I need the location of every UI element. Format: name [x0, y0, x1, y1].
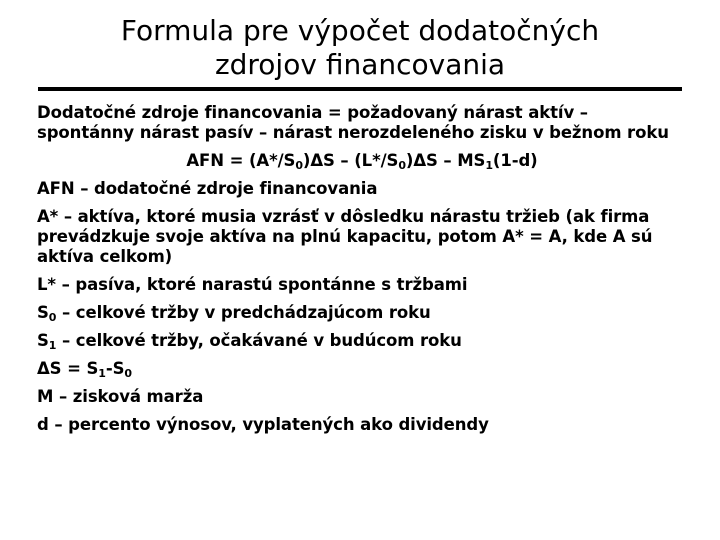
- s0-definition: [37, 303, 687, 323]
- a-star-definition: A* – aktíva, ktoré musia vzrásť v dôsledku nárastu tržieb (ak firma prevádzkuje svoje aktíva na plnú kapacitu, potom A* = A, kde A sú aktíva celkom): [37, 207, 653, 266]
- definition-text: Dodatočné zdroje financovania = požadovaný nárast aktív – spontánny nárast pasív – nárast nerozdeleného zisku v bežnom roku: [37, 103, 669, 142]
- slide-title: [40, 14, 680, 82]
- d-definition: d – percento výnosov, vyplatených ako dividendy: [37, 415, 489, 434]
- delta-s-definition: [37, 359, 687, 379]
- s0-subscript: 0: [48, 311, 57, 324]
- formula-part-2: )ΔS – (L*/S: [302, 151, 399, 170]
- formula-part-3: )ΔS – MS: [405, 151, 486, 170]
- title-line-2: zdrojov financovania: [214, 48, 506, 81]
- delta-s-sub-2: 0: [124, 367, 132, 380]
- s1-subscript: 1: [48, 339, 57, 352]
- s1-definition: [37, 331, 687, 351]
- delta-s-part-2: -S: [105, 359, 125, 378]
- slide-body: [37, 103, 687, 443]
- m-definition: M – zisková marža: [37, 387, 204, 406]
- formula-part-1: AFN = (A*/S: [186, 151, 296, 170]
- delta-s-sub-1: 1: [98, 367, 106, 380]
- formula-sub-1: 0: [295, 159, 303, 172]
- title-divider: [38, 87, 682, 91]
- delta-s-part-1: ΔS = S: [37, 359, 99, 378]
- formula-part-4: (1-d): [492, 151, 538, 170]
- s1-text: – celkové tržby, očakávané v budúcom roku: [56, 331, 462, 350]
- title-line-1: Formula pre výpočet dodatočných: [120, 14, 600, 47]
- formula-sub-2: 0: [398, 159, 406, 172]
- l-star-definition: L* – pasíva, ktoré narastú spontánne s tržbami: [37, 275, 468, 294]
- s1-symbol: S: [37, 331, 49, 350]
- formula-sub-3: 1: [485, 159, 493, 172]
- s0-text: – celkové tržby v predchádzajúcom roku: [56, 303, 431, 322]
- afn-definition: AFN – dodatočné zdroje financovania: [37, 179, 378, 198]
- afn-formula: [37, 151, 687, 171]
- s0-symbol: S: [37, 303, 49, 322]
